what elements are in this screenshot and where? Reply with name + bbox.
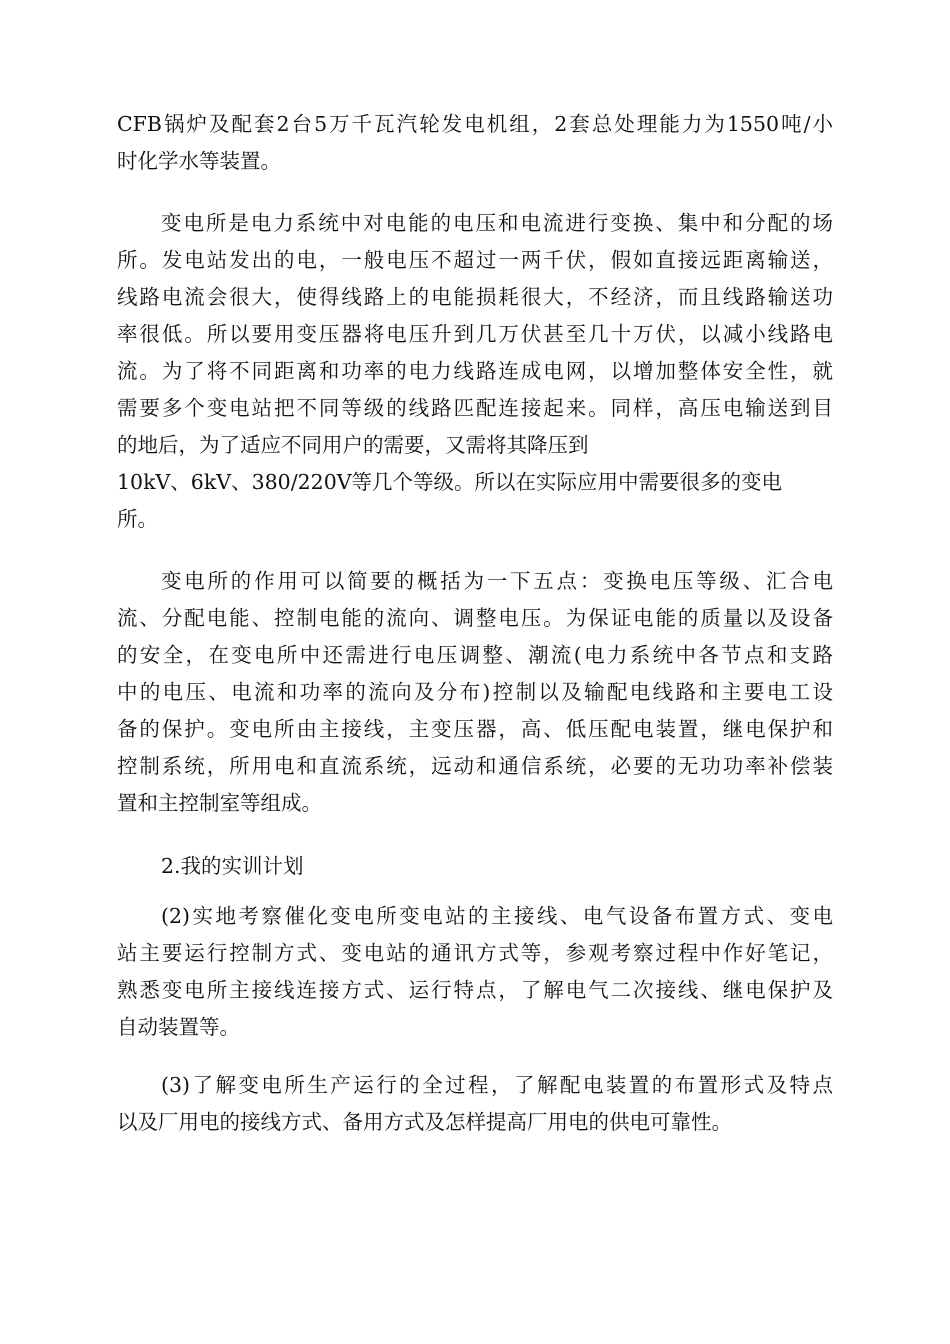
paragraph-plan-item-3 bbox=[117, 1067, 833, 1141]
section-heading-text: 2.我的实训计划 bbox=[161, 854, 304, 878]
text-line: 流、分配电能、控制电能的流向、调整电压。为保证电能的质量以及设备 bbox=[117, 606, 833, 630]
text-line: 的地后，为了适应不同用户的需要，又需将其降压到 bbox=[117, 433, 589, 457]
text-line: 置和主控制室等组成。 bbox=[117, 791, 322, 815]
paragraph-intro-continued bbox=[117, 106, 833, 180]
text-line: (2)实地考察催化变电所变电站的主接线、电气设备布置方式、变电 bbox=[161, 904, 833, 928]
text-line: 10kV、6kV、380/220V等几个等级。所以在实际应用中需要很多的变电 bbox=[117, 470, 783, 494]
section-heading bbox=[117, 848, 833, 885]
text-line: 熟悉变电所主接线连接方式、运行特点，了解电气二次接线、继电保护及 bbox=[117, 978, 833, 1002]
paragraph-plan-item-2 bbox=[117, 898, 833, 1046]
text-line: 变电所的作用可以简要的概括为一下五点：变换电压等级、汇合电 bbox=[161, 569, 833, 593]
text-line: 流。为了将不同距离和功率的电力线路连成电网，以增加整体安全性，就 bbox=[117, 359, 833, 383]
paragraph-substation-definition bbox=[117, 205, 833, 538]
paragraph-substation-functions bbox=[117, 563, 833, 822]
text-line: 的安全，在变电所中还需进行电压调整、潮流(电力系统中各节点和支路 bbox=[117, 643, 833, 667]
text-line: 时化学水等装置。 bbox=[117, 149, 281, 173]
text-line: CFB锅炉及配套2台5万千瓦汽轮发电机组，2套总处理能力为1550吨/小 bbox=[117, 112, 833, 136]
text-line: 控制系统，所用电和直流系统，远动和通信系统，必要的无功功率补偿装 bbox=[117, 754, 833, 778]
text-line: (3)了解变电所生产运行的全过程，了解配电装置的布置形式及特点 bbox=[161, 1073, 833, 1097]
text-line: 率很低。所以要用变压器将电压升到几万伏甚至几十万伏，以减小线路电 bbox=[117, 322, 833, 346]
text-line: 所。 bbox=[117, 507, 158, 531]
text-line: 线路电流会很大，使得线路上的电能损耗很大，不经济，而且线路输送功 bbox=[117, 285, 833, 309]
text-line: 需要多个变电站把不同等级的线路匹配连接起来。同样，高压电输送到目 bbox=[117, 396, 833, 420]
text-line: 以及厂用电的接线方式、备用方式及怎样提高厂用电的供电可靠性。 bbox=[117, 1110, 732, 1134]
text-line: 中的电压、电流和功率的流向及分布)控制以及输配电线路和主要电工设 bbox=[117, 680, 833, 704]
text-line: 自动装置等。 bbox=[117, 1015, 240, 1039]
text-line: 站主要运行控制方式、变电站的通讯方式等，参观考察过程中作好笔记， bbox=[117, 941, 833, 965]
text-line: 备的保护。变电所由主接线，主变压器，高、低压配电装置，继电保护和 bbox=[117, 717, 833, 741]
text-line: 所。发电站发出的电，一般电压不超过一两千伏，假如直接远距离输送， bbox=[117, 248, 833, 272]
text-line: 变电所是电力系统中对电能的电压和电流进行变换、集中和分配的场 bbox=[161, 211, 833, 235]
